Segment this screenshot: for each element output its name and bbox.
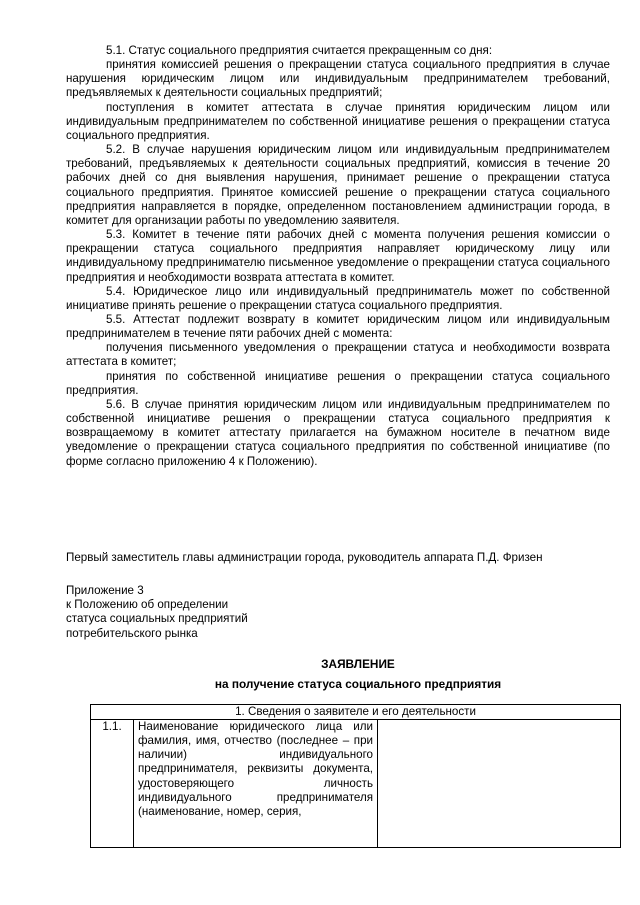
paragraph-5-5-item-1: получения письменного уведомления о прекращении статуса и необходимости возврата аттестата в комитет; (66, 341, 610, 369)
row-number-cell: 1.1. (91, 720, 134, 848)
form-subtitle: на получение статуса социального предприятия (214, 677, 502, 691)
paragraph-5-5-item-2: принятия по собственной инициативе решения о прекращении статуса социального предприятия. (66, 369, 610, 397)
appendix-line: к Положению об определении (66, 598, 229, 612)
paragraph-5-5: 5.5. Аттестат подлежит возврату в комитет юридическим лицом или индивидуальным предпринимателем в течение пяти рабочих дней с момента: (66, 312, 610, 341)
appendix-line: статуса социальных предприятий (66, 612, 248, 626)
row-label-cell (134, 720, 378, 848)
paragraph-5-1-item-2: поступления в комитет аттестата в случае принятия юридическим лицом или индивидуальным предпринимателем по собственной инициативе решения о прекращении статуса социального предприятия. (66, 100, 610, 142)
appendix-heading (66, 584, 248, 641)
appendix-line: потребительского рынка (66, 626, 198, 640)
paragraph-5-3: 5.3. Комитет в течение пяти рабочих дней с момента получения решения комиссии о прекращении статуса социального предприятия направляет юридическому лицу или индивидуальному предпринимателю письменное уведомление о прекращении статуса социального предприятия и необходимости возврата аттестата в комитет. (66, 228, 610, 284)
paragraph-5-4: 5.4. Юридическое лицо или индивидуальный предприниматель может по собственной инициативе принять решение о прекращении статуса социального предприятия. (66, 284, 610, 312)
signature-line: Первый заместитель главы администрации города, руководитель аппарата П.Д. Фризен (66, 551, 543, 564)
paragraph-5-1: 5.1. Статус социального предприятия считается прекращенным со дня: (106, 44, 493, 57)
applicant-info-table (90, 704, 621, 848)
row-label-text: Наименование юридического лица или фамилия, имя, отчество (последнее – при наличии) индивидуального предпринимателя, реквизиты документа, удостоверяющего личность индивидуального предпринимателя (наименование, номер, серия, (138, 720, 373, 818)
appendix-line: Приложение 3 (66, 584, 144, 597)
table-section-header: 1. Сведения о заявителе и его деятельности (91, 705, 621, 720)
table-row (91, 720, 621, 848)
row-value-cell[interactable] (378, 720, 621, 848)
section-5-text (66, 44, 610, 469)
table-section-row (91, 705, 621, 720)
paragraph-5-1-item-1: принятия комиссией решения о прекращении статуса социального предприятия в случае нарушения юридическим лицом или индивидуальным предпринимателем требований, предъявляемых к деятельности социальных предприятий; (66, 58, 610, 100)
paragraph-5-2: 5.2. В случае нарушения юридическим лицом или индивидуальным предпринимателем требований, предъявляемых к деятельности социальных предприятий, комиссия в течение 20 рабочих дней со дня выявления нарушения, принимает решение о прекращении статуса социального предприятия. Принятое комиссией решение о прекращении статуса социального предприятия направляется в порядке, определенном постановлением администрации города, в комитет для организации работы по уведомлению заявителя. (66, 143, 610, 227)
form-title: ЗАЯВЛЕНИЕ (321, 657, 395, 671)
paragraph-5-6: 5.6. В случае принятия юридическим лицом или индивидуальным предпринимателем по собственной инициативе решения о прекращении статуса социального предприятия к возвращаемому в комитет аттестату прилагается на бумажном носителе в печатном виде уведомление о прекращении статуса социального предприятия по собственной инициативе (по форме согласно приложению 4 к Положению). (66, 397, 610, 468)
